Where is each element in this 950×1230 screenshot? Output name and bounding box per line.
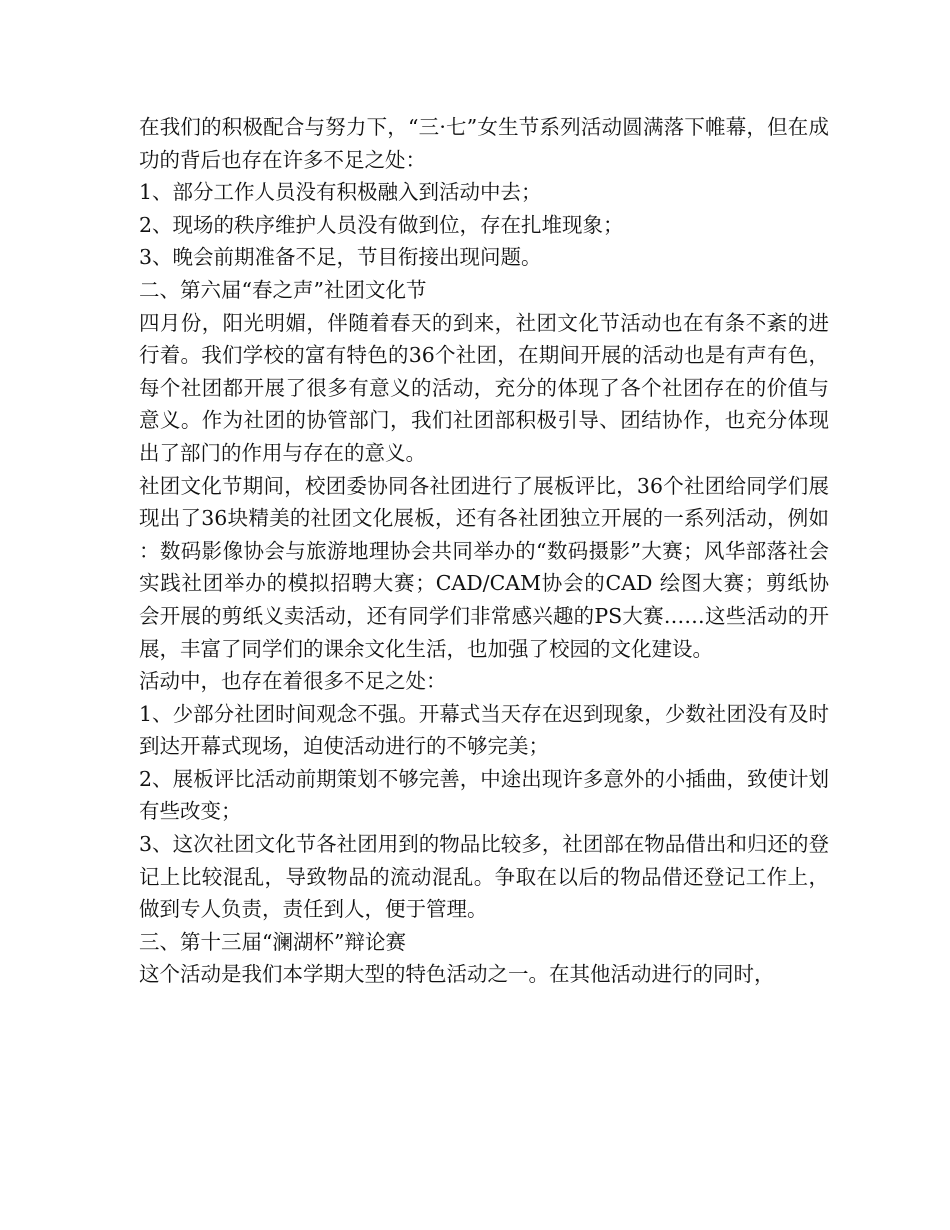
section-heading-debate: 三、第十三届“澜湖杯”辩论赛 (139, 929, 406, 954)
list-item: 1、部分工作人员没有积极融入到活动中去； (139, 180, 542, 205)
paragraph-women-day-summary: 在我们的积极配合与努力下，“三·七”女生节系列活动圆满落下帷幕，但在成功的背后也存在许多不足之处： (139, 115, 829, 172)
paragraph-festival-events: 社团文化节期间，校团委协同各社团进行了展板评比，36个社团给同学们展现出了36块精美的社团文化展板，还有各社团独立开展的一系列活动，例如：数码影像协会与旅游地理协会共同举办的“数码摄影”大赛；风华部落社会实践社团举办的模拟招聘大赛；CAD/CAM协会的CAD 绘图大赛；剪纸协会开展的剪纸义卖活动，还有同学们非常感兴趣的PS大赛……这些活动的开展，丰富了同学们的课余文化生活，也加强了校园的文化建设。 (139, 473, 829, 661)
list-item: 2、展板评比活动前期策划不够完善，中途出现许多意外的小插曲，致使计划有些改变； (139, 766, 829, 824)
section-heading-culture-festival: 二、第六届“春之声”社团文化节 (139, 277, 427, 302)
list-item: 1、少部分社团时间观念不强。开幕式当天存在迟到现象，少数社团没有及时到达开幕式现场，迫使活动进行的不够完美； (139, 701, 829, 759)
list-item: 3、这次社团文化节各社团用到的物品比较多，社团部在物品借出和归还的登记上比较混乱，导致物品的流动混乱。争取在以后的物品借还登记工作上，做到专人负责，责任到人，便于管理。 (139, 832, 829, 922)
paragraph-debate-intro: 这个活动是我们本学期大型的特色活动之一。在其他活动进行的同时， (139, 962, 775, 987)
document-body (139, 111, 829, 991)
list-item: 3、晚会前期准备不足，节目衔接出现问题。 (139, 245, 542, 270)
paragraph-april-activities: 四月份，阳光明媚，伴随着春天的到来，社团文化节活动也在有条不紊的进行着。我们学校的富有特色的36个社团，在期间开展的活动也是有声有色，每个社团都开展了很多有意义的活动，充分的体现了各个社团存在的价值与意义。作为社团的协管部门，我们社团部积极引导、团结协作，也充分体现出了部门的作用与存在的意义。 (139, 310, 829, 465)
list-item: 2、现场的秩序维护人员没有做到位，存在扎堆现象； (139, 212, 624, 237)
paragraph-shortcomings-intro: 活动中，也存在着很多不足之处： (139, 669, 447, 694)
